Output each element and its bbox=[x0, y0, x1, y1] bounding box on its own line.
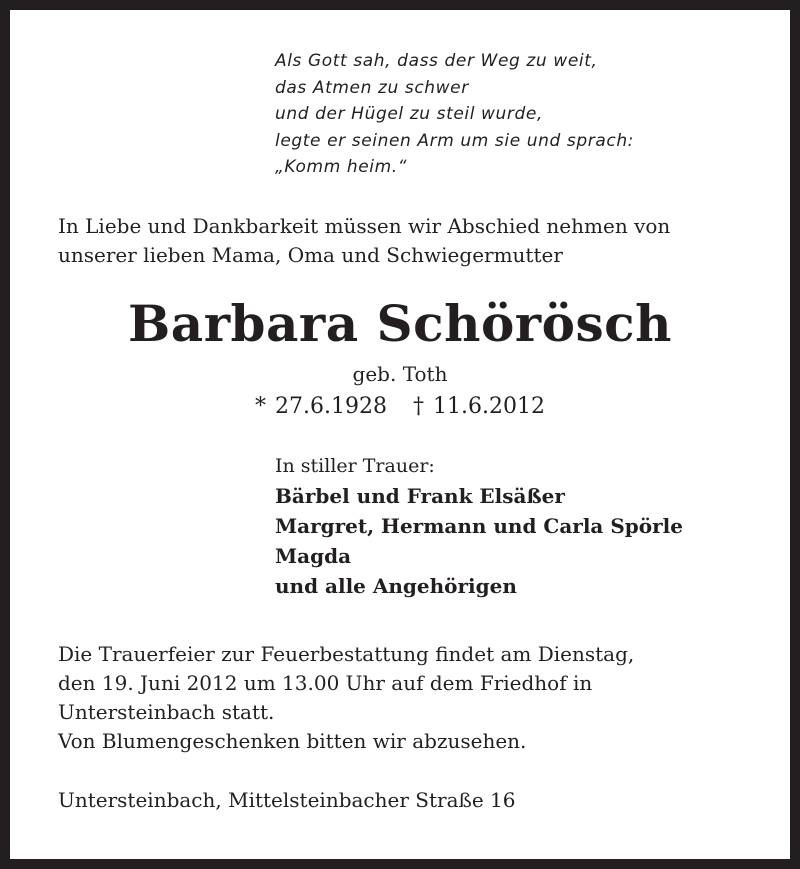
poem-line: „Komm heim.“ bbox=[275, 157, 408, 177]
poem-line: legte er seinen Arm um sie und sprach: bbox=[275, 130, 635, 151]
service-line: den 19. Juni 2012 um 13.00 Uhr auf dem Friedhof in bbox=[58, 671, 593, 695]
service-info bbox=[58, 640, 634, 756]
intro-line: unserer lieben Mama, Oma und Schwiegermutter bbox=[58, 243, 563, 267]
birth-date: * 27.6.1928 bbox=[255, 394, 387, 419]
mourner: Bärbel und Frank Elsäßer bbox=[275, 484, 565, 508]
mourners-block bbox=[275, 451, 683, 601]
mourning-label: In stiller Trauer: bbox=[275, 455, 435, 477]
mourner: Margret, Hermann und Carla Spörle bbox=[275, 514, 683, 538]
service-line: Von Blumengeschenken bitten wir abzusehen. bbox=[58, 729, 527, 753]
mourner: und alle Angehörigen bbox=[275, 574, 517, 598]
poem bbox=[275, 48, 634, 181]
address: Untersteinbach, Mittelsteinbacher Straße 16 bbox=[58, 788, 516, 812]
death-date: † 11.6.2012 bbox=[413, 394, 545, 419]
life-dates bbox=[10, 394, 790, 419]
service-line: Untersteinbach statt. bbox=[58, 700, 275, 724]
intro-line: In Liebe und Dankbarkeit müssen wir Abschied nehmen von bbox=[58, 214, 671, 238]
deceased-name: Barbara Schörösch bbox=[128, 294, 672, 353]
poem-line: und der Hügel zu steil wurde, bbox=[275, 104, 543, 124]
poem-line: das Atmen zu schwer bbox=[275, 77, 469, 98]
service-line: Die Trauerfeier zur Feuerbestattung findet am Dienstag, bbox=[58, 642, 635, 666]
maiden-name: geb. Toth bbox=[352, 362, 448, 386]
intro-text bbox=[58, 212, 670, 270]
mourner: Magda bbox=[275, 544, 352, 568]
poem-line: Als Gott sah, dass der Weg zu weit, bbox=[275, 51, 598, 71]
